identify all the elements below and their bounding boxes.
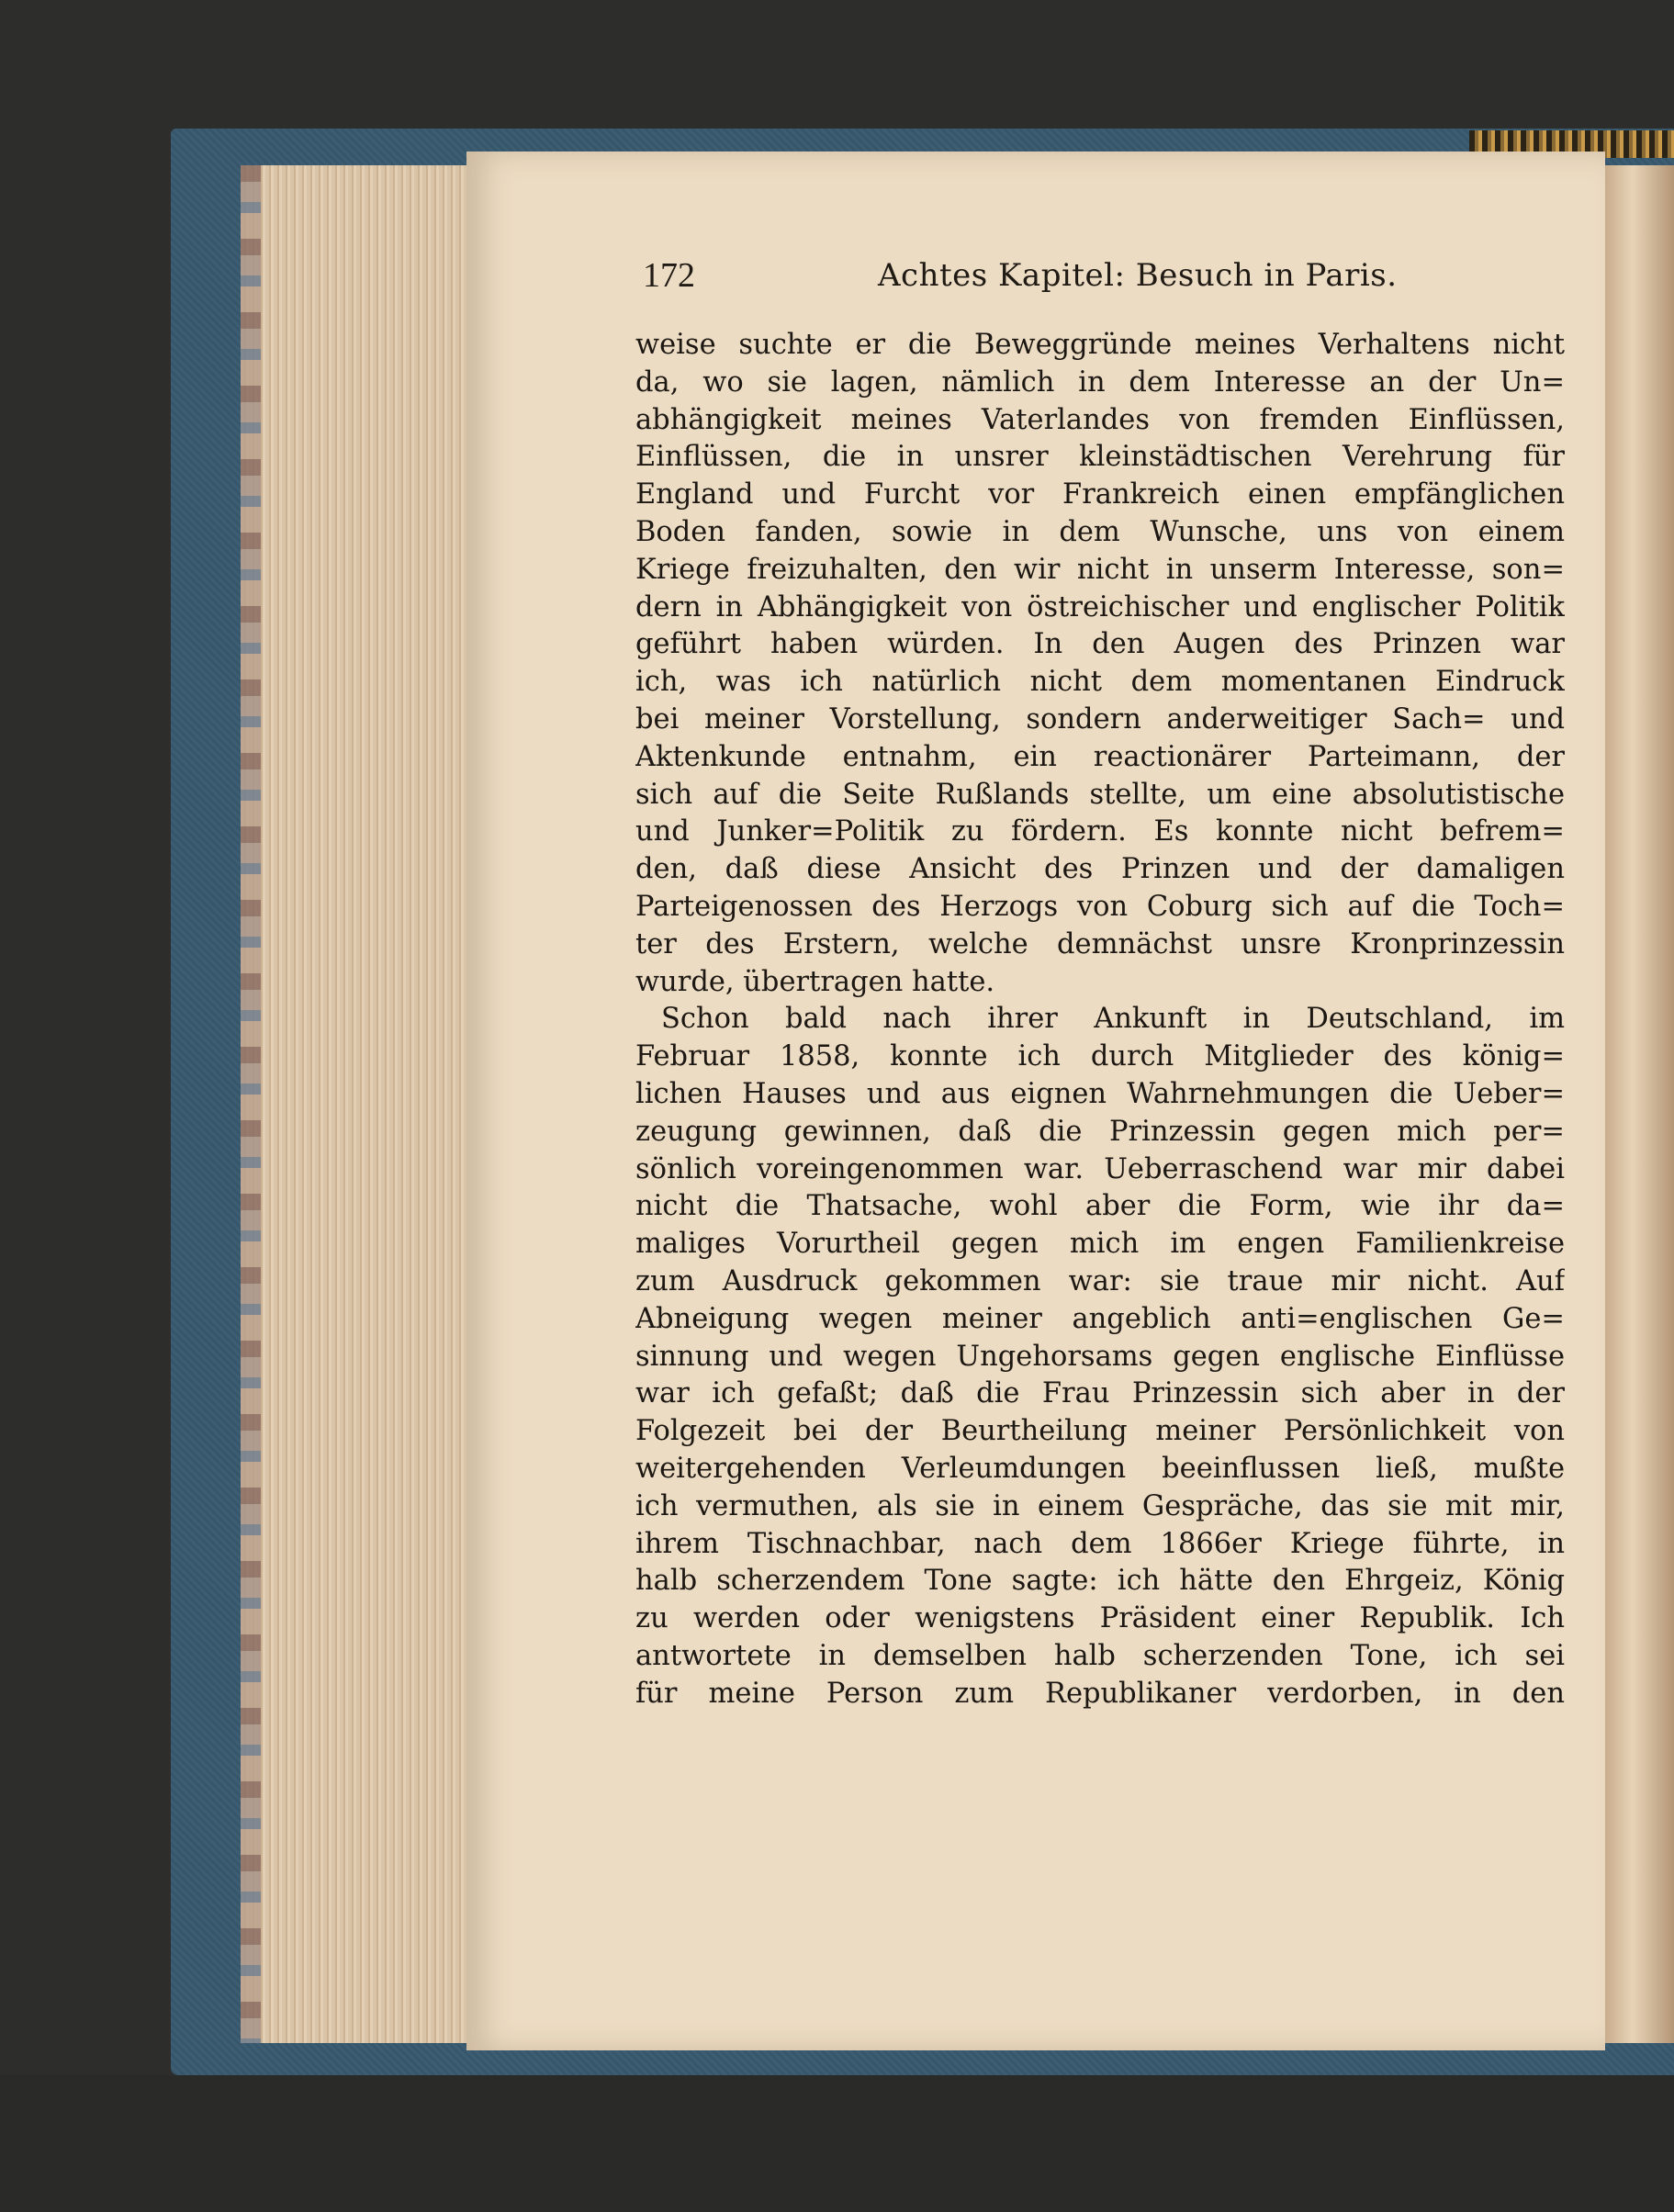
text-line: Kriege freizuhalten, den wir nicht in unserm Interesse, son= (635, 553, 1565, 586)
text-line: für meine Person zum Republikaner verdorben, in den (635, 1677, 1565, 1710)
text-line: ihrem Tischnachbar, nach dem 1866er Kriege führte, in (635, 1527, 1565, 1560)
text-line: dern in Abhängigkeit von östreichischer und englischer Politik (635, 590, 1565, 623)
text-line: Parteigenossen des Herzogs von Coburg sich auf die Toch= (635, 890, 1565, 923)
text-line: abhängigkeit meines Vaterlandes von fremden Einflüssen, (635, 403, 1565, 436)
facing-page-edge (1605, 165, 1674, 2043)
text-line: sinnung und wegen Ungehorsams gegen englische Einflüsse (635, 1340, 1565, 1373)
text-line: ter des Erstern, welche demnächst unsre Kronprinzessin (635, 927, 1565, 960)
page-edges (241, 165, 468, 2043)
text-line: lichen Hauses und aus eignen Wahrnehmungen die Ueber= (635, 1077, 1565, 1110)
text-line: bei meiner Vorstellung, sondern anderweitiger Sach= und (635, 702, 1565, 735)
text-line: sich auf die Seite Rußlands stellte, um eine absolutistische (635, 778, 1565, 811)
text-line: England und Furcht vor Frankreich einen empfänglichen (635, 478, 1565, 511)
text-line: Schon bald nach ihrer Ankunft in Deutschland, im (661, 1003, 1565, 1036)
text-line: war ich gefaßt; daß die Frau Prinzessin sich aber in der (635, 1377, 1565, 1410)
text-line: weitergehenden Verleumdungen beeinflussen ließ, mußte (635, 1452, 1565, 1485)
text-line: ich, was ich natürlich nicht dem momentanen Eindruck (635, 666, 1565, 699)
page-header (643, 255, 1561, 301)
text-line: wurde, übertragen hatte. (635, 965, 995, 998)
page-number: 172 (643, 256, 695, 295)
text-line: zum Ausdruck gekommen war: sie traue mir nicht. Auf (635, 1264, 1565, 1297)
text-line: nicht die Thatsache, wohl aber die Form, wie ihr da= (635, 1190, 1565, 1223)
text-line: ich vermuthen, als sie in einem Gespräche, das sie mit mir, (635, 1489, 1565, 1522)
text-line: Februar 1858, konnte ich durch Mitglieder des könig= (635, 1040, 1565, 1073)
text-line: Abneigung wegen meiner angeblich anti=englischen Ge= (635, 1302, 1565, 1335)
text-line: zeugung gewinnen, daß die Prinzessin gegen mich per= (635, 1115, 1565, 1148)
text-line: Boden fanden, sowie in dem Wunsche, uns von einem (635, 515, 1565, 548)
text-line: Folgezeit bei der Beurtheilung meiner Persönlichkeit von (635, 1415, 1565, 1448)
text-line: den, daß diese Ansicht des Prinzen und der damaligen (635, 853, 1565, 886)
body-text (635, 327, 1565, 1712)
marbled-edge (241, 165, 261, 2043)
text-line: weise suchte er die Beweggründe meines Verhaltens nicht (635, 329, 1565, 361)
text-line: Einflüssen, die in unsrer kleinstädtischen Verehrung für (635, 441, 1565, 474)
text-line: Aktenkunde entnahm, ein reactionärer Parteimann, der (635, 740, 1565, 773)
text-line: halb scherzendem Tone sagte: ich hätte den Ehrgeiz, König (635, 1565, 1565, 1598)
text-line: maliges Vorurtheil gegen mich im engen Familienkreise (635, 1228, 1565, 1261)
text-line: sönlich voreingenommen war. Ueberraschend war mir dabei (635, 1152, 1565, 1185)
text-line: geführt haben würden. In den Augen des Prinzen war (635, 628, 1565, 661)
running-head: Achtes Kapitel: Besuch in Paris. (878, 257, 1398, 294)
text-line: zu werden oder wenigstens Präsident einer Republik. Ich (635, 1602, 1565, 1635)
table-surface (0, 2075, 1674, 2212)
text-line: antwortete in demselben halb scherzenden Tone, ich sei (635, 1639, 1565, 1672)
text-line: da, wo sie lagen, nämlich in dem Interesse an der Un= (635, 365, 1565, 399)
text-line: und Junker=Politik zu fördern. Es konnte nicht befrem= (635, 815, 1565, 848)
